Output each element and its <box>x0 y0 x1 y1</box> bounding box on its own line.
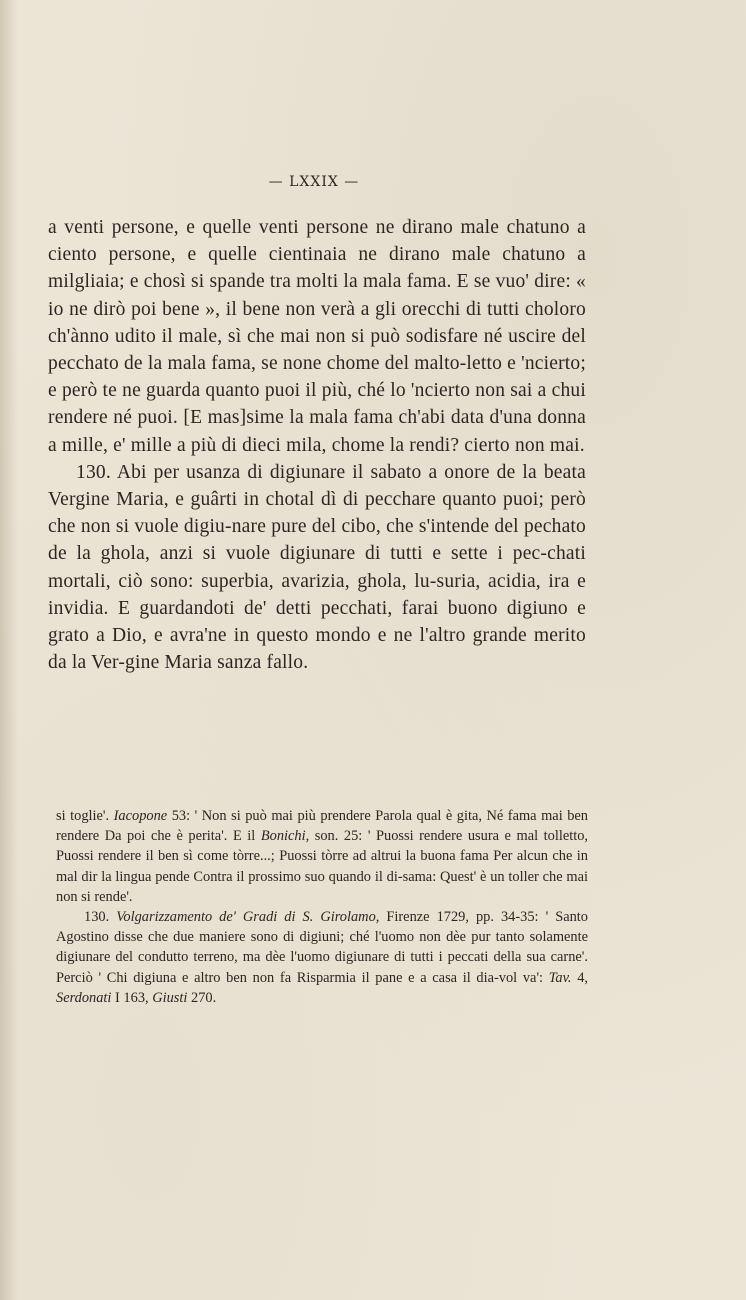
page-fold-shadow <box>0 0 18 1300</box>
footnote-1-text-a: si toglie'. <box>56 808 114 824</box>
footnote-1-italic-a: Iacopone <box>113 808 168 824</box>
footnote-130-italic-c: Serdonati <box>56 989 112 1006</box>
footnotes-block <box>56 806 588 1008</box>
main-paragraph-1: a venti persone, e quelle venti persone ne dirano male chatuno a ciento persone, e quelle cientinaia ne dirano male chatuno a milgliaia; e chosì si spande tra molti la mala fama. E se vuo' dire: « io ne dirò poi bene », il bene non verà a gli orecchi di tutti choloro ch'ànno udito il male, sì che mai non si può sodisfare né uscire del pecchato de la mala fama, se none chome del malto-letto e 'ncierto; e però te ne guarda quanto puoi il più, ché lo 'ncierto non sai a chui rendere né puoi. [E mas]sime la mala fama ch'abi data d'una donna a mille, e' mille a più di dieci mila, chome la rendi? cierto non mai. <box>48 217 586 456</box>
footnote-1-italic-b: Bonichi, <box>260 828 310 845</box>
main-text-block <box>48 214 586 676</box>
footnote-130 <box>56 907 588 1008</box>
footnote-1-text-c: son. 25: ' Puossi rendere usura e mal tolletto, Puossi rendere il ben sì come tòrre...; Puossi tòrre ad altrui la buona fama Per alcun che in mal dir la lingua pende Contra il prossimo suo quando il di-sama: Quest' è un toller che mai non si rende'. <box>56 828 588 905</box>
footnote-130-text-b: Firenze 1729, pp. 34-35: ' Santo Agostino disse che due maniere sono di digiuni; ché l'uomo non dèe pur tanto solamente digiunare del condutto terreno, ma dèe l'uomo digiunare di tutti i peccati della sua carne'. Perciò ' Chi digiuna e altro ben non fa Risparmia il pane e a casa il dia-vol va': <box>56 909 588 986</box>
footnote-130-italic-d: Giusti <box>152 989 188 1006</box>
footnote-130-text-a: 130. <box>84 909 117 926</box>
footnote-130-text-e: 270. <box>187 989 217 1006</box>
footnote-130-italic-a: Volgarizzamento de' Gradi di S. Girolamo, <box>116 909 380 926</box>
main-paragraph-2: 130. Abi per usanza di digiunare il sabato a onore de la beata Vergine Maria, e guârti in chotal dì di pecchare quanto puoi; però che non si vuole digiu-nare pure del cibo, che s'intende del pechato de la ghola, anzi si vuole digiunare di tutti e sette i pec-chati mortali, ciò sono: superbia, avarizia, ghola, lu-suria, acidia, ira e invidia. E guardandoti de' detti pecchati, farai buono digiuno e grato a Dio, e avra'ne in questo mondo e ne l'altro grande merito da la Ver-gine Maria sanza fallo. <box>48 461 586 674</box>
page-number-header: — LXXIX — <box>268 174 360 190</box>
footnote-1-text-b: 53: ' Non si può mai più prendere Parola qual è gita, Né fama mai ben rendere Da poi che è perita'. E il <box>56 808 588 845</box>
footnote-130-text-d: I 163, <box>111 989 153 1006</box>
footnote-130-text-c: 4, <box>571 969 589 986</box>
footnote-1 <box>56 806 588 907</box>
footnote-130-italic-b: Tav. <box>548 969 572 986</box>
